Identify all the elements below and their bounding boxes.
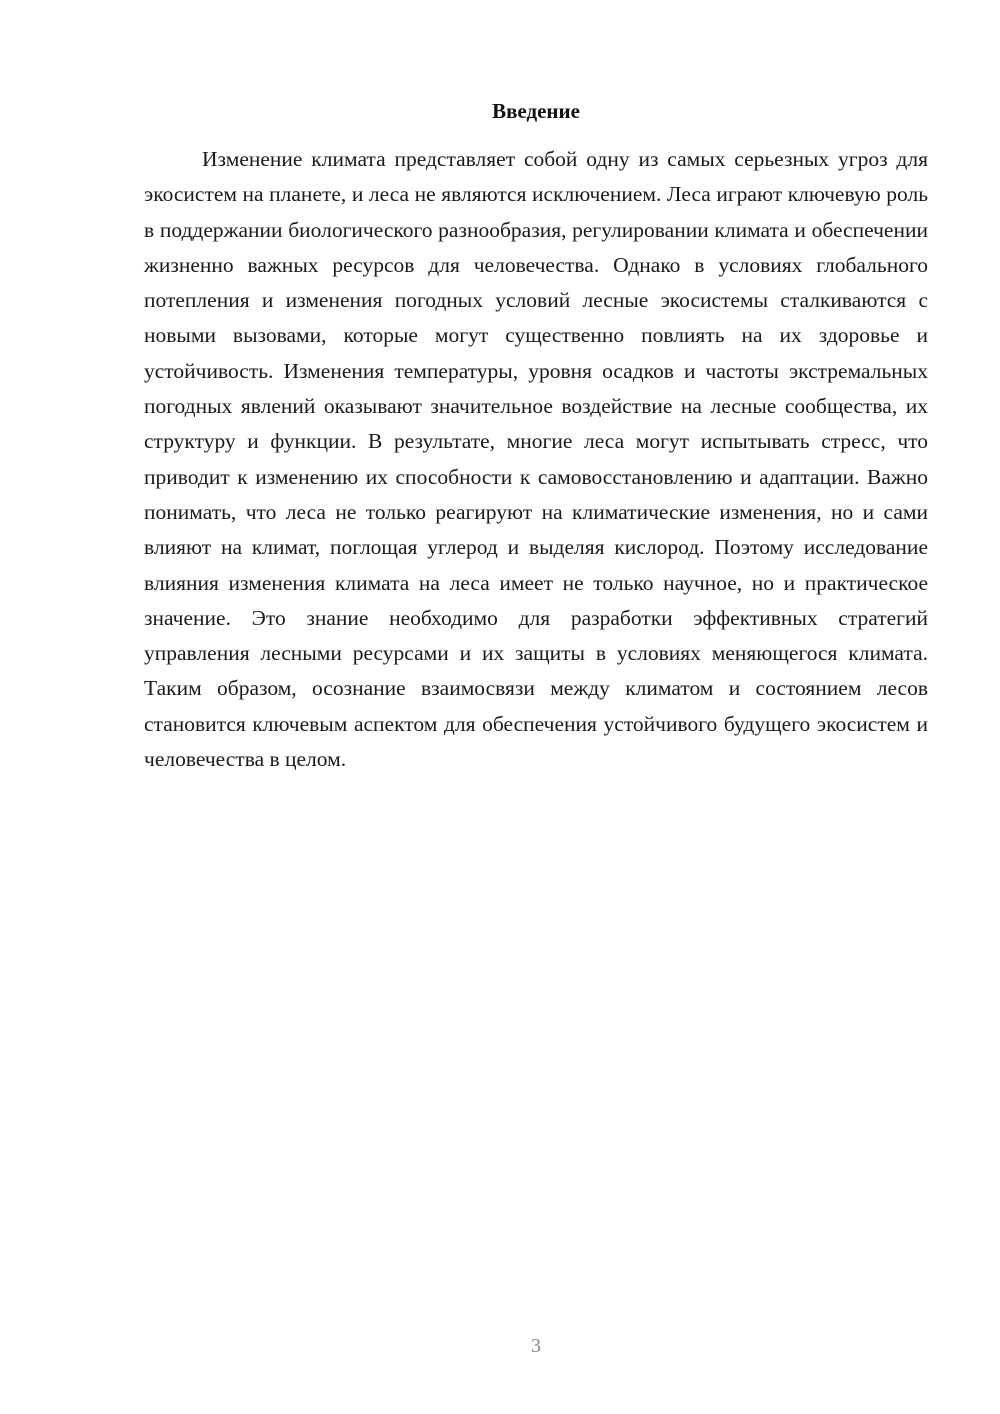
page-number: 3 <box>531 1335 541 1357</box>
section-heading: Введение <box>492 99 580 123</box>
body-paragraph: Изменение климата представляет собой одну из самых серьезных угроз для экосистем на планете, и леса не являются исключением. Леса играют ключевую роль в поддержании биологического разнообразия, регулировании климата и обеспечении жизненно важных ресурсов для человечества. Однако в условиях глобального потепления и изменения погодных условий лесные экосистемы сталкиваются с новыми вызовами, которые могут существенно повлиять на их здоровье и устойчивость. Изменения температуры, уровня осадков и частоты экстремальных погодных явлений оказывают значительное воздействие на лесные сообщества, их структуру и функции. В результате, многие леса могут испытывать стресс, что приводит к изменению их способности к самовосстановлению и адаптации. Важно понимать, что леса не только реагируют на климатические изменения, но и сами влияют на климат, поглощая углерод и выделяя кислород. Поэтому исследование влияния изменения климата на леса имеет не только научное, но и практическое значение. Это знание необходимо для разработки эффективных стратегий управления лесными ресурсами и их защиты в условиях меняющегося климата. Таким образом, осознание взаимосвязи между климатом и состоянием лесов становится ключевым аспектом для обеспечения устойчивого будущего экосистем и человечества в целом. <box>144 147 928 772</box>
